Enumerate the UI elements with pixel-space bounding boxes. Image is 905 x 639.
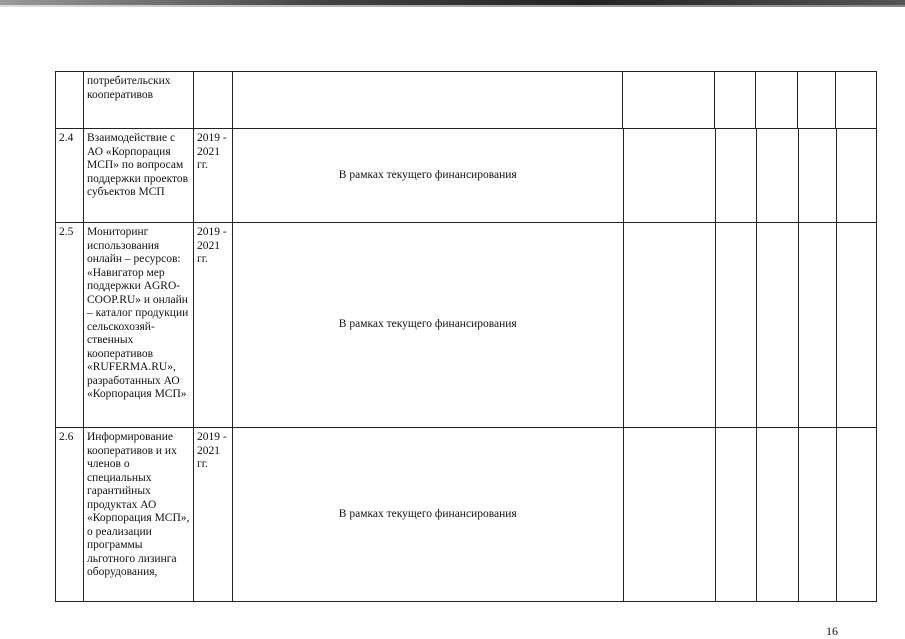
row-number: 2.4 — [56, 129, 84, 223]
empty-cell — [715, 72, 756, 129]
period-cell: 2019 - 2021 гг. — [194, 428, 233, 602]
table-row — [56, 72, 877, 129]
table-row — [56, 428, 877, 602]
table-row — [56, 129, 877, 223]
financing-text: В рамках текущего финансирования — [338, 507, 517, 520]
financing-text: В рамках текущего финансирования — [338, 318, 517, 331]
measure-text: Мониторинг использования онлайн – ресурсов: «Навигатор мер поддержки AGRO-COOP.RU» и онлайн – каталог продукции сельскохозяй-ственных кооперативов «RUFERMA.RU», разработанных АО «Корпорация МСП» — [84, 223, 194, 428]
row-number — [56, 72, 84, 129]
empty-cell — [798, 72, 836, 129]
financing-cell — [233, 129, 877, 223]
row-number: 2.5 — [56, 223, 84, 428]
scan-edge-shadow — [0, 5, 905, 7]
measure-text: Взаимодействие с АО «Корпорация МСП» по вопросам поддержки проектов субъектов МСП — [84, 129, 194, 223]
empty-cell — [836, 72, 877, 129]
measures-table — [55, 71, 877, 602]
period-cell: 2019 - 2021 гг. — [194, 129, 233, 223]
period-cell: 2019 - 2021 гг. — [194, 223, 233, 428]
financing-text: В рамках текущего финансирования — [338, 168, 517, 181]
table-row — [56, 223, 877, 428]
financing-cell — [233, 72, 623, 129]
measure-text: потребительских кооперативов — [84, 72, 194, 129]
empty-cell — [756, 72, 798, 129]
row-number: 2.6 — [56, 428, 84, 602]
empty-cell — [623, 72, 715, 129]
page-number: 16 — [826, 624, 838, 638]
period-cell — [194, 72, 233, 129]
financing-cell — [233, 428, 877, 602]
financing-cell — [233, 223, 877, 428]
measure-text: Информирование кооперативов и их членов о специальных гарантийных продуктах АО «Корпорация МСП», о реализации программы льготного лизинга оборудования, — [84, 428, 194, 602]
